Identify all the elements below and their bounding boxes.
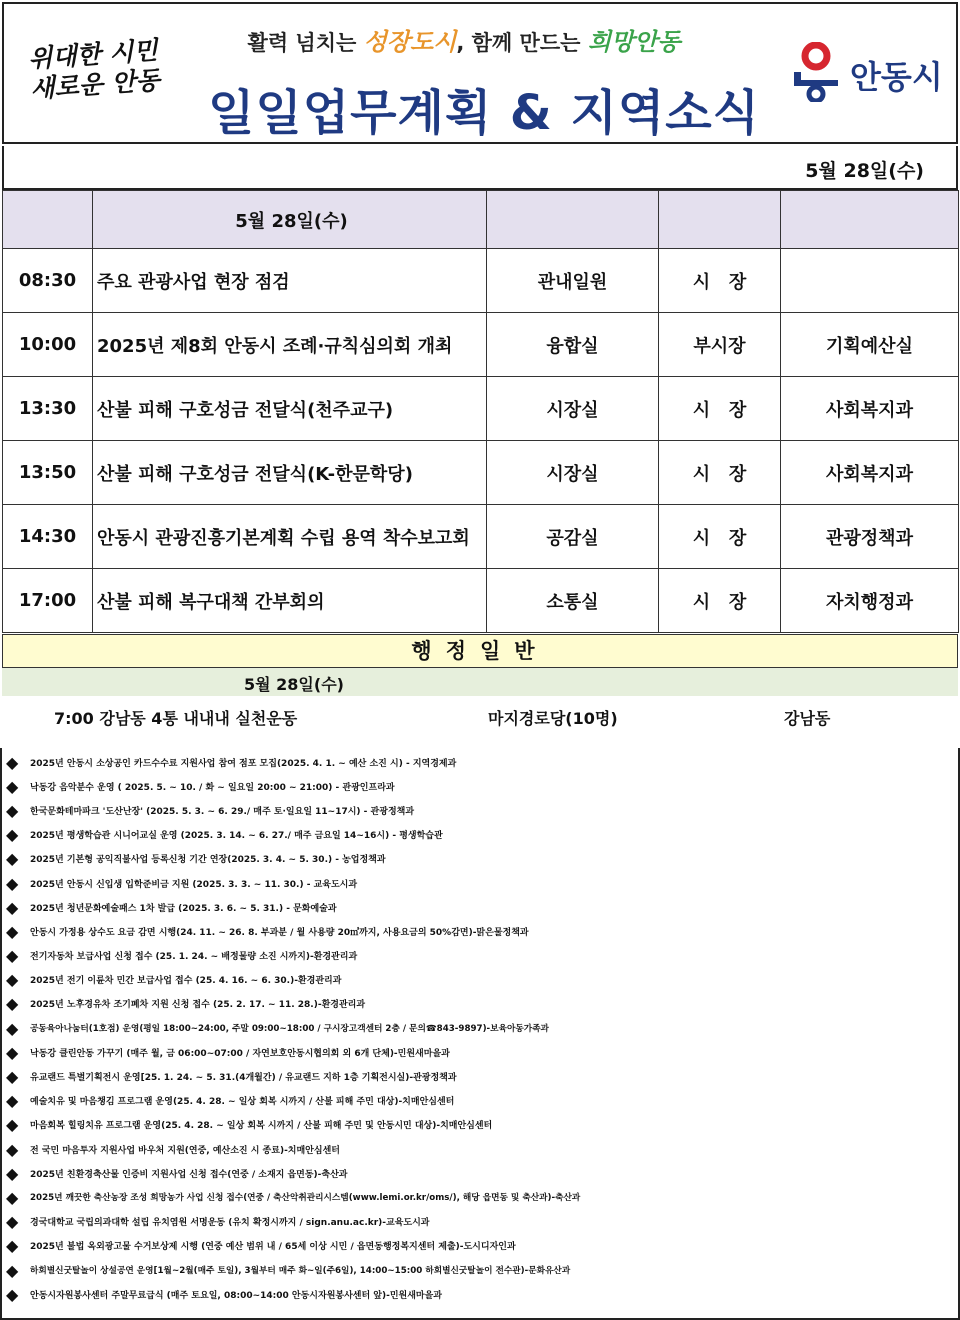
news-item xyxy=(6,1089,958,1113)
schedule-event: 산불 피해 구호성금 전달식(천주교구) xyxy=(93,377,487,441)
news-text: 2025년 깨끗한 축산농장 조성 희망농가 사업 신청 접수(연중 / 축산악취관리시스템(www.lemi.or.kr/oms/), 해당 읍면동 및 축산과)-축산과 xyxy=(30,1193,581,1204)
header-dept-cell xyxy=(781,191,959,249)
diamond-bullet-icon: ◆ xyxy=(6,1163,19,1183)
admin-location: 강남동 xyxy=(784,709,831,728)
diamond-bullet-icon: ◆ xyxy=(6,994,19,1014)
news-text: 예술치유 및 마음챙김 프로그램 운영(25. 4. 28. ~ 일상 회복 시까지 / 산불 피해 주민 대상)-치매안심센터 xyxy=(30,1097,455,1108)
diamond-bullet-icon: ◆ xyxy=(6,752,19,772)
news-item xyxy=(6,1064,958,1088)
schedule-time: 14:30 xyxy=(3,505,93,569)
schedule-person: 시 장 xyxy=(659,377,781,441)
admin-date: 5월 28일(수) xyxy=(244,675,344,694)
news-item xyxy=(6,1185,958,1209)
diamond-bullet-icon: ◆ xyxy=(6,1284,19,1304)
diamond-bullet-icon: ◆ xyxy=(6,776,19,796)
news-text: 2025년 노후경유차 조기폐차 지원 신청 접수 (25. 2. 17. ~ 11. 28.)-환경관리과 xyxy=(30,1000,366,1011)
news-text: 마음회복 힐링치유 프로그램 운영(25. 4. 28. ~ 일상 회복 시까지 / 산불 피해 주민 및 안동시민 대상)-치매안심센터 xyxy=(30,1121,493,1132)
page-title: 일일업무계획 & 지역소식 xyxy=(208,85,760,141)
news-item xyxy=(6,1040,958,1064)
news-item xyxy=(6,798,958,822)
schedule-dept: 사회복지과 xyxy=(781,441,959,505)
schedule-dept: 관광정책과 xyxy=(781,505,959,569)
admin-place: 마지경로당(10명) xyxy=(488,709,618,728)
news-item xyxy=(6,847,958,871)
schedule-event: 2025년 제8회 안동시 조례·규칙심의회 개최 xyxy=(93,313,487,377)
schedule-person: 부시장 xyxy=(659,313,781,377)
header-date-cell: 5월 28일(수) xyxy=(93,191,487,249)
news-text: 2025년 청년문화예술패스 1차 발급 (2025. 3. 6. ~ 5. 31.) - 문화예술과 xyxy=(30,903,337,914)
news-item xyxy=(6,1016,958,1040)
header-person-cell xyxy=(659,191,781,249)
schedule-time: 10:00 xyxy=(3,313,93,377)
tagline xyxy=(204,22,724,57)
diamond-bullet-icon: ◆ xyxy=(6,1115,19,1135)
news-item xyxy=(6,1282,958,1306)
news-text: 한국문화테마파크 '도산난장' (2025. 5. 3. ~ 6. 29./ 매주 토·일요일 11~17시) - 관광정책과 xyxy=(30,806,415,817)
diamond-bullet-icon: ◆ xyxy=(6,800,19,820)
schedule-person: 시 장 xyxy=(659,569,781,633)
diamond-bullet-icon: ◆ xyxy=(6,849,19,869)
date-row xyxy=(2,146,958,190)
schedule-row xyxy=(3,313,959,377)
header-banner xyxy=(2,2,958,144)
news-text: 2025년 안동시 신입생 입학준비금 지원 (2025. 3. 3. ~ 11. 30.) - 교육도시과 xyxy=(30,879,358,890)
schedule-row xyxy=(3,569,959,633)
schedule-row xyxy=(3,377,959,441)
admin-section-title: 행정일반 xyxy=(2,634,958,668)
schedule-person: 시 장 xyxy=(659,441,781,505)
schedule-place: 소통실 xyxy=(487,569,659,633)
news-text: 안동시자원봉사센터 주말무료급식 (매주 토요일, 08:00~14:00 안동시자원봉사센터 앞)-민원새마을과 xyxy=(30,1290,443,1301)
tagline-pre: 활력 넘치는 xyxy=(247,31,364,55)
schedule-place: 시장실 xyxy=(487,441,659,505)
diamond-bullet-icon: ◆ xyxy=(6,1018,19,1038)
schedule-header-row xyxy=(3,191,959,249)
date-label: 5월 28일(수) xyxy=(805,160,924,182)
schedule-person: 시 장 xyxy=(659,505,781,569)
news-text: 하회별신굿탈놀이 상설공연 운영[1월~2월(매주 토일), 3월부터 매주 화~일(주6일), 14:00~15:00 하회별신굿탈놀이 전수관)-문화유산과 xyxy=(30,1266,571,1277)
diamond-bullet-icon: ◆ xyxy=(6,1139,19,1159)
diamond-bullet-icon: ◆ xyxy=(6,1187,19,1207)
diamond-bullet-icon: ◆ xyxy=(6,1042,19,1062)
news-text: 안동시 가정용 상수도 요금 감면 시행(24. 11. ~ 26. 8. 부과분 / 월 사용량 20㎥까지, 사용요금의 50%감면)-맑은물정책과 xyxy=(30,927,529,938)
schedule-dept: 사회복지과 xyxy=(781,377,959,441)
news-text: 유교랜드 특별기획전시 운영[25. 1. 24. ~ 5. 31.(4개월간) / 유교랜드 지하 1층 기획전시실)-관광정책과 xyxy=(30,1073,457,1084)
diamond-bullet-icon: ◆ xyxy=(6,1260,19,1280)
header-time-cell xyxy=(3,191,93,249)
news-item xyxy=(6,992,958,1016)
news-item xyxy=(6,968,958,992)
schedule-dept xyxy=(781,249,959,313)
news-item xyxy=(6,919,958,943)
admin-date-bar xyxy=(2,668,958,696)
news-item xyxy=(6,895,958,919)
admin-row xyxy=(0,704,960,730)
schedule-table xyxy=(2,190,959,633)
schedule-dept: 기획예산실 xyxy=(781,313,959,377)
news-item xyxy=(6,774,958,798)
schedule-place: 시장실 xyxy=(487,377,659,441)
news-text: 전기자동차 보급사업 신청 접수 (25. 1. 24. ~ 배정물량 소진 시까지)-환경관리과 xyxy=(30,952,358,963)
news-text: 2025년 친환경축산물 인증비 지원사업 신청 접수(연중 / 소재지 읍면동)-축산과 xyxy=(30,1169,348,1180)
slogan-line-2: 새로운 안동 xyxy=(29,65,161,104)
schedule-row xyxy=(3,505,959,569)
news-text: 2025년 기본형 공익직불사업 등록신청 기간 연장(2025. 3. 4. ~ 5. 30.) - 농업정책과 xyxy=(30,855,386,866)
schedule-place: 융합실 xyxy=(487,313,659,377)
schedule-dept: 자치행정과 xyxy=(781,569,959,633)
local-news-section xyxy=(0,748,960,1320)
schedule-time: 17:00 xyxy=(3,569,93,633)
news-text: 낙동강 클린안동 가꾸기 (매주 월, 금 06:00~07:00 / 자연보호안동시협의회 외 6개 단체)-민원새마을과 xyxy=(30,1048,450,1059)
diamond-bullet-icon: ◆ xyxy=(6,1236,19,1256)
tagline-mid: , 함께 만드는 xyxy=(456,31,588,55)
schedule-event: 산불 피해 구호성금 전달식(K-한문학당) xyxy=(93,441,487,505)
diamond-bullet-icon: ◆ xyxy=(6,1091,19,1111)
news-item xyxy=(6,1113,958,1137)
diamond-bullet-icon: ◆ xyxy=(6,1067,19,1087)
news-item xyxy=(6,944,958,968)
schedule-event: 산불 피해 복구대책 간부회의 xyxy=(93,569,487,633)
schedule-time: 08:30 xyxy=(3,249,93,313)
schedule-place: 공감실 xyxy=(487,505,659,569)
diamond-bullet-icon: ◆ xyxy=(6,1212,19,1232)
schedule-row xyxy=(3,249,959,313)
diamond-bullet-icon: ◆ xyxy=(6,921,19,941)
tagline-accent-growth: 성장도시 xyxy=(363,28,457,56)
logo-text: 안동시 xyxy=(850,58,943,96)
news-text: 공동육아나눔터(1호점) 운영(평일 18:00~24:00, 주말 09:00~18:00 / 구시장고객센터 2층 / 문의☎843-9897)-보육아동가족과 xyxy=(30,1024,549,1035)
schedule-person: 시 장 xyxy=(659,249,781,313)
news-item xyxy=(6,1234,958,1258)
news-item xyxy=(6,823,958,847)
news-text: 2025년 전기 이륜차 민간 보급사업 접수 (25. 4. 16. ~ 6. 30.)-환경관리과 xyxy=(30,976,342,987)
header-place-cell xyxy=(487,191,659,249)
news-item xyxy=(6,871,958,895)
news-item xyxy=(6,1258,958,1282)
diamond-bullet-icon: ◆ xyxy=(6,897,19,917)
news-item xyxy=(6,750,958,774)
andong-logo-icon xyxy=(788,42,844,102)
diamond-bullet-icon: ◆ xyxy=(6,970,19,990)
news-item xyxy=(6,1137,958,1161)
schedule-row xyxy=(3,441,959,505)
news-item xyxy=(6,1161,958,1185)
slogan-calligraphy xyxy=(8,34,180,106)
schedule-event: 안동시 관광진흥기본계획 수립 용역 착수보고회 xyxy=(93,505,487,569)
diamond-bullet-icon: ◆ xyxy=(6,946,19,966)
admin-event: 7:00 강남동 4통 내내내 실천운동 xyxy=(54,709,298,728)
slogan-line-1: 위대한 시민 xyxy=(27,35,159,74)
news-text: 2025년 불법 옥외광고물 수거보상제 시행 (연중 예산 범위 내 / 65세 이상 시민 / 읍면동행정복지센터 제출)-도시디자인과 xyxy=(30,1242,516,1253)
schedule-place: 관내일원 xyxy=(487,249,659,313)
news-list xyxy=(2,748,958,1306)
schedule-time: 13:50 xyxy=(3,441,93,505)
news-text: 전 국민 마음투자 지원사업 바우처 지원(연중, 예산소진 시 종료)-치매안심센터 xyxy=(30,1145,340,1156)
schedule-event: 주요 관광사업 현장 점검 xyxy=(93,249,487,313)
news-item xyxy=(6,1210,958,1234)
news-text: 낙동강 음악분수 운영 ( 2025. 5. ~ 10. / 화 ~ 일요일 20:00 ~ 21:00) - 관광인프라과 xyxy=(30,782,395,793)
andong-city-logo xyxy=(784,40,954,106)
diamond-bullet-icon: ◆ xyxy=(6,825,19,845)
tagline-accent-hope: 희망안동 xyxy=(587,28,681,56)
schedule-time: 13:30 xyxy=(3,377,93,441)
news-text: 경국대학교 국립의과대학 설립 유치염원 서명운동 (유치 확정시까지 / sign.anu.ac.kr)-교육도시과 xyxy=(30,1218,430,1229)
news-text: 2025년 안동시 소상공인 카드수수료 지원사업 참여 점포 모집(2025. 4. 1. ~ 예산 소진 시) - 지역경제과 xyxy=(30,758,457,769)
diamond-bullet-icon: ◆ xyxy=(6,873,19,893)
news-text: 2025년 평생학습관 시니어교실 운영 (2025. 3. 14. ~ 6. 27./ 매주 금요일 14~16시) - 평생학습관 xyxy=(30,831,443,842)
